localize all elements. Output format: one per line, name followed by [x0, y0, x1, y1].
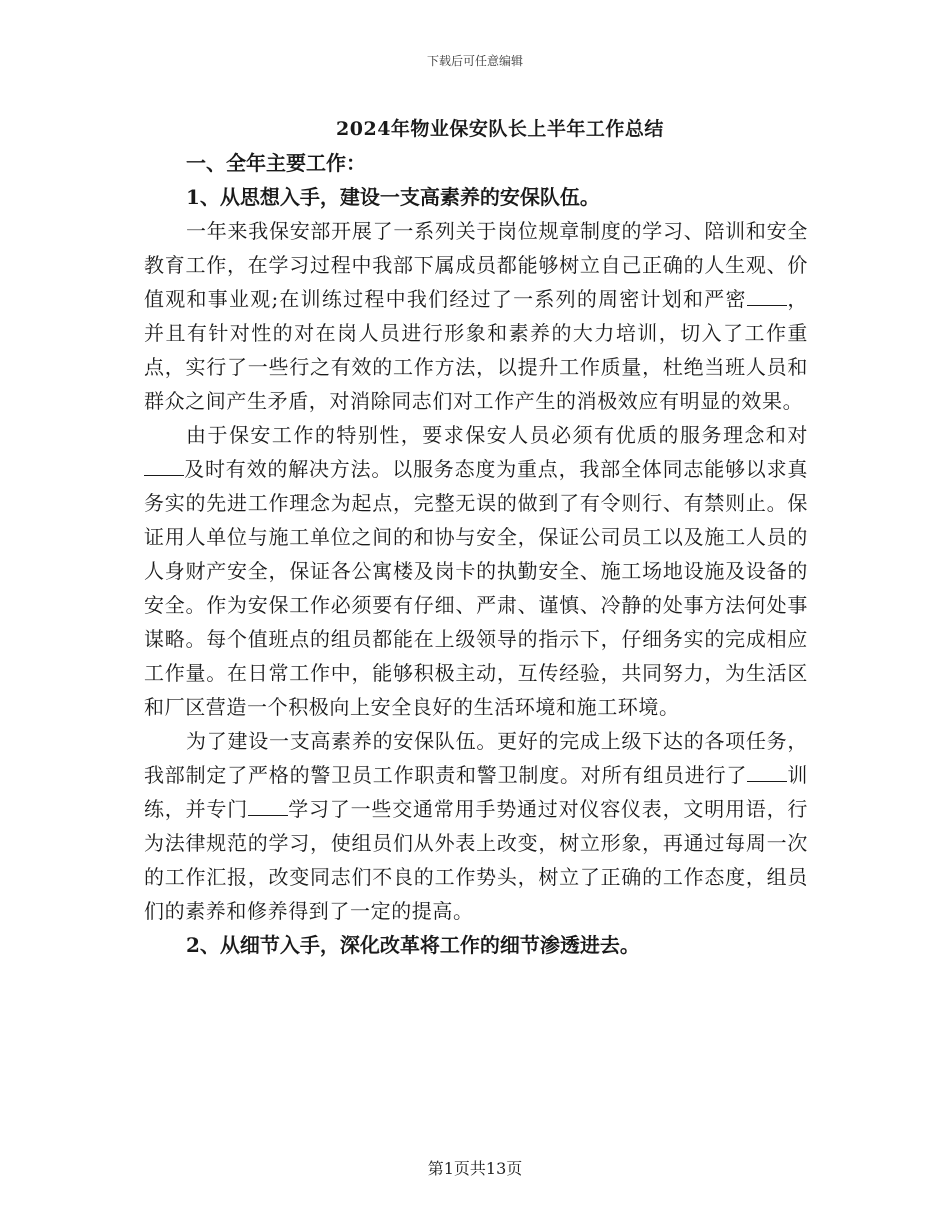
paragraph-2 — [144, 418, 808, 724]
subsection-heading-1: 1、从思想入手，建设一支高素养的安保队伍。 — [186, 185, 600, 209]
document-title: 2024年物业保安队长上半年工作总结 — [336, 118, 664, 140]
fill-in-blank — [747, 763, 787, 782]
paragraph-3-part-3: 学习了一些交通常用手势通过对仪容仪表，文明用语，行为法律规范的学习，使组员们从外表上改变，树立形象，再通过每周一次的工作汇报，改变同志们不良的工作势头，树立了正确的工作态度，组员们的素养和修养得到了一定的提高。 — [144, 797, 808, 923]
paragraph-2-part-1: 由于保安工作的特别性，要求保安人员必须有优质的服务理念和对 — [186, 423, 808, 447]
fill-in-blank — [747, 287, 787, 306]
paragraph-1-part-1: 一年来我保安部开展了一系列关于岗位规章制度的学习、陪训和安全教育工作，在学习过程中我部下属成员都能够树立自己正确的人生观、价值观和事业观;在训练过程中我们经过了一系列的周密计划和严密 — [144, 219, 808, 311]
paragraph-3-part-1: 为了建设一支高素养的安保队伍。更好的完成上级下达的各项任务，我部制定了严格的警卫员工作职责和警卫制度。对所有组员进行了 — [144, 729, 808, 787]
paragraph-2-part-2: 及时有效的解决方法。以服务态度为重点，我部全体同志能够以求真务实的先进工作理念为起点，完整无误的做到了有令则行、有禁则止。保证用人单位与施工单位之间的和协与安全，保证公司员工以及施工人员的人身财产安全，保证各公寓楼及岗卡的执勤安全、施工场地设施及设备的安全。作为安保工作必须要有仔细、严肃、谨慎、冷静的处事方法何处事谋略。每个值班点的组员都能在上级领导的指示下，仔细务实的完成相应工作量。在日常工作中，能够积极主动，互传经验，共同努力，为生活区和厂区营造一个积极向上安全良好的生活环境和施工环境。 — [144, 457, 808, 719]
paragraph-3 — [144, 724, 808, 928]
paragraph-3-part-2: 训练，并专门 — [144, 763, 808, 821]
document-body — [144, 146, 808, 962]
section-heading: 一、全年主要工作： — [186, 151, 366, 175]
page-number: 第1页共13页 — [427, 1159, 523, 1178]
fill-in-blank — [144, 457, 184, 476]
subsection-heading-2: 2、从细节入手，深化改革将工作的细节渗透进去。 — [186, 933, 640, 957]
paragraph-1 — [144, 214, 808, 418]
paragraph-1-part-2: ，并且有针对性的对在岗人员进行形象和素养的大力培训，切入了工作重点，实行了一些行之有效的工作方法，以提升工作质量，杜绝当班人员和群众之间产生矛盾，对消除同志们对工作产生的消极效应有明显的效果。 — [144, 287, 808, 413]
fill-in-blank — [248, 797, 288, 816]
page-header-note: 下载后可任意编辑 — [426, 54, 523, 68]
